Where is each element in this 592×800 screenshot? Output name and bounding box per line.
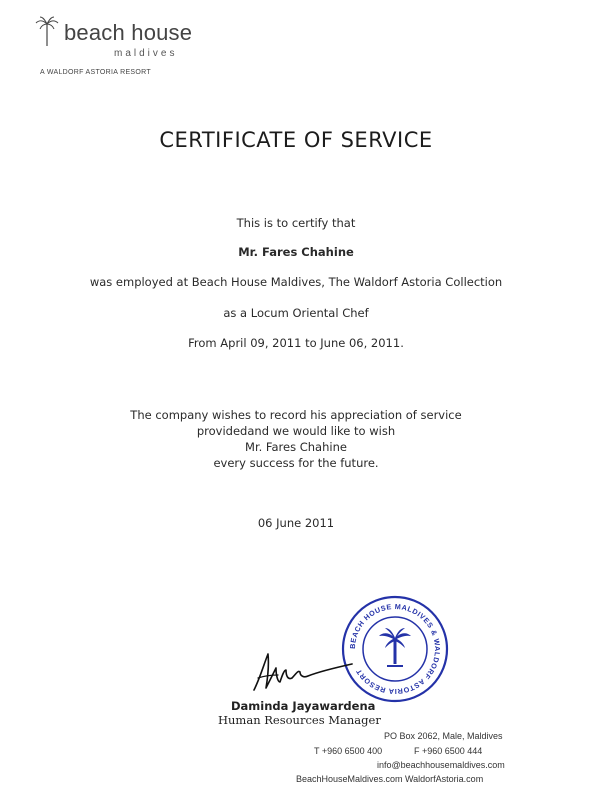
employment-text: was employed at Beach House Maldives, The Waldorf Astoria Collection — [89, 275, 503, 289]
brand-name: beach house — [64, 20, 193, 45]
closing-name: Mr. Fares Chahine — [245, 440, 347, 454]
footer-website-1: BeachHouseMaldives.com — [296, 774, 403, 784]
brand-tagline: A WALDORF ASTORIA RESORT — [40, 69, 151, 76]
closing-line-3: every success for the future. — [213, 456, 379, 470]
svg-text:BEACH HOUSE MALDIVES & WALDORF: BEACH HOUSE MALDIVES & WALDORF ASTORIA RESORT — [347, 601, 443, 697]
closing-line-1: The company wishes to record his appreciation of service — [130, 408, 462, 422]
footer-email: info@beachhousemaldives.com — [377, 760, 505, 770]
footer-phone: T +960 6500 400 — [314, 746, 383, 756]
intro-text: This is to certify that — [236, 216, 356, 230]
footer-address: PO Box 2062, Male, Maldives — [384, 731, 503, 741]
signer-name: Daminda Jayawardena — [231, 699, 376, 713]
certificate-date: 06 June 2011 — [257, 516, 335, 530]
certificate-title: CERTIFICATE OF SERVICE — [159, 128, 433, 152]
period-text: From April 09, 2011 to June 06, 2011. — [188, 336, 404, 350]
closing-line-2: providedand we would like to wish — [196, 424, 396, 438]
employee-name: Mr. Fares Chahine — [238, 245, 354, 259]
footer-fax: F +960 6500 444 — [414, 746, 483, 756]
signer-title: Human Resources Manager — [218, 713, 381, 727]
position-text: as a Locum Oriental Chef — [223, 306, 369, 320]
handwritten-signature — [248, 648, 358, 696]
footer-website-2: WaldorfAstoria.com — [405, 774, 484, 784]
stamp-palm-icon — [379, 628, 411, 666]
company-logo — [34, 14, 224, 74]
palm-tree-icon — [34, 16, 60, 46]
brand-subtitle: maldives — [114, 48, 178, 59]
